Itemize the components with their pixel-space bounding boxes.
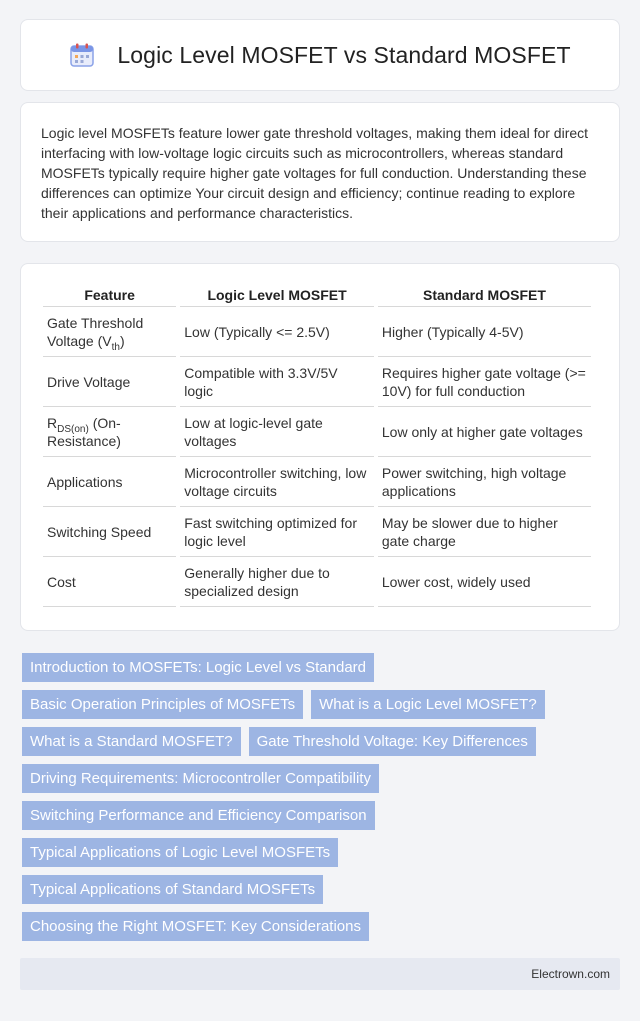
comparison-table bbox=[39, 285, 595, 607]
table-row bbox=[43, 457, 591, 507]
table-row bbox=[43, 407, 591, 457]
comparison-table-card bbox=[20, 263, 620, 631]
intro-text: Logic level MOSFETs feature lower gate threshold voltages, making them ideal for direct interfacing with low-voltage logic circuits such as microcontrollers, whereas standard MOSFETs typically require higher gate voltages for full conduction. Understanding these differences can optimize Your circuit design and efficiency; continue reading to explore their applications and performance characteristics. bbox=[41, 125, 589, 221]
topic-link[interactable]: Basic Operation Principles of MOSFETs bbox=[22, 690, 303, 719]
table-header-row bbox=[43, 285, 591, 307]
logic-level-cell: Microcontroller switching, low voltage circuits bbox=[180, 457, 374, 507]
feature-cell: Applications bbox=[43, 457, 176, 507]
standard-cell: Power switching, high voltage applications bbox=[378, 457, 591, 507]
table-row bbox=[43, 357, 591, 407]
calendar-icon bbox=[69, 42, 95, 68]
logic-level-cell: Low (Typically <= 2.5V) bbox=[180, 307, 374, 357]
page-header bbox=[20, 19, 620, 91]
logic-level-cell: Compatible with 3.3V/5V logic bbox=[180, 357, 374, 407]
column-header-standard: Standard MOSFET bbox=[378, 285, 591, 307]
topic-row bbox=[22, 801, 618, 830]
table-row bbox=[43, 557, 591, 607]
footer bbox=[20, 958, 620, 990]
topic-row bbox=[22, 727, 618, 756]
topic-link[interactable]: What is a Standard MOSFET? bbox=[22, 727, 241, 756]
intro-section bbox=[20, 102, 620, 242]
topic-row bbox=[22, 912, 618, 941]
topic-row bbox=[22, 838, 618, 867]
feature-cell: $R_{DS(on)}$ (On-Resistance) bbox=[43, 407, 176, 457]
related-topics bbox=[22, 653, 618, 949]
column-header-logic-level: Logic Level MOSFET bbox=[180, 285, 374, 307]
topic-row bbox=[22, 875, 618, 904]
standard-cell: May be slower due to higher gate charge bbox=[378, 507, 591, 557]
topic-link[interactable]: Typical Applications of Standard MOSFETs bbox=[22, 875, 323, 904]
logic-level-cell: Low at logic-level gate voltages bbox=[180, 407, 374, 457]
logic-level-cell: Fast switching optimized for logic level bbox=[180, 507, 374, 557]
feature-cell: Switching Speed bbox=[43, 507, 176, 557]
standard-cell: Higher (Typically 4-5V) bbox=[378, 307, 591, 357]
standard-cell: Low only at higher gate voltages bbox=[378, 407, 591, 457]
table-row bbox=[43, 307, 591, 357]
topic-row bbox=[22, 690, 618, 719]
footer-site-name[interactable]: Electrown.com bbox=[531, 967, 610, 981]
topic-link[interactable]: Driving Requirements: Microcontroller Compatibility bbox=[22, 764, 379, 793]
topic-link[interactable]: Typical Applications of Logic Level MOSFETs bbox=[22, 838, 338, 867]
topic-row bbox=[22, 764, 618, 793]
topic-link[interactable]: Choosing the Right MOSFET: Key Considerations bbox=[22, 912, 369, 941]
feature-cell: Drive Voltage bbox=[43, 357, 176, 407]
topic-link[interactable]: Introduction to MOSFETs: Logic Level vs Standard bbox=[22, 653, 374, 682]
topic-row bbox=[22, 653, 618, 682]
feature-cell: Gate Threshold Voltage $(V_{th})$ bbox=[43, 307, 176, 357]
standard-cell: Lower cost, widely used bbox=[378, 557, 591, 607]
feature-cell: Cost bbox=[43, 557, 176, 607]
logic-level-cell: Generally higher due to specialized design bbox=[180, 557, 374, 607]
topic-link[interactable]: Switching Performance and Efficiency Comparison bbox=[22, 801, 375, 830]
table-row bbox=[43, 507, 591, 557]
topic-link[interactable]: What is a Logic Level MOSFET? bbox=[311, 690, 545, 719]
page-title: Logic Level MOSFET vs Standard MOSFET bbox=[117, 41, 571, 68]
column-header-feature: Feature bbox=[43, 285, 176, 307]
standard-cell: Requires higher gate voltage (>= 10V) for full conduction bbox=[378, 357, 591, 407]
topic-link[interactable]: Gate Threshold Voltage: Key Differences bbox=[249, 727, 536, 756]
